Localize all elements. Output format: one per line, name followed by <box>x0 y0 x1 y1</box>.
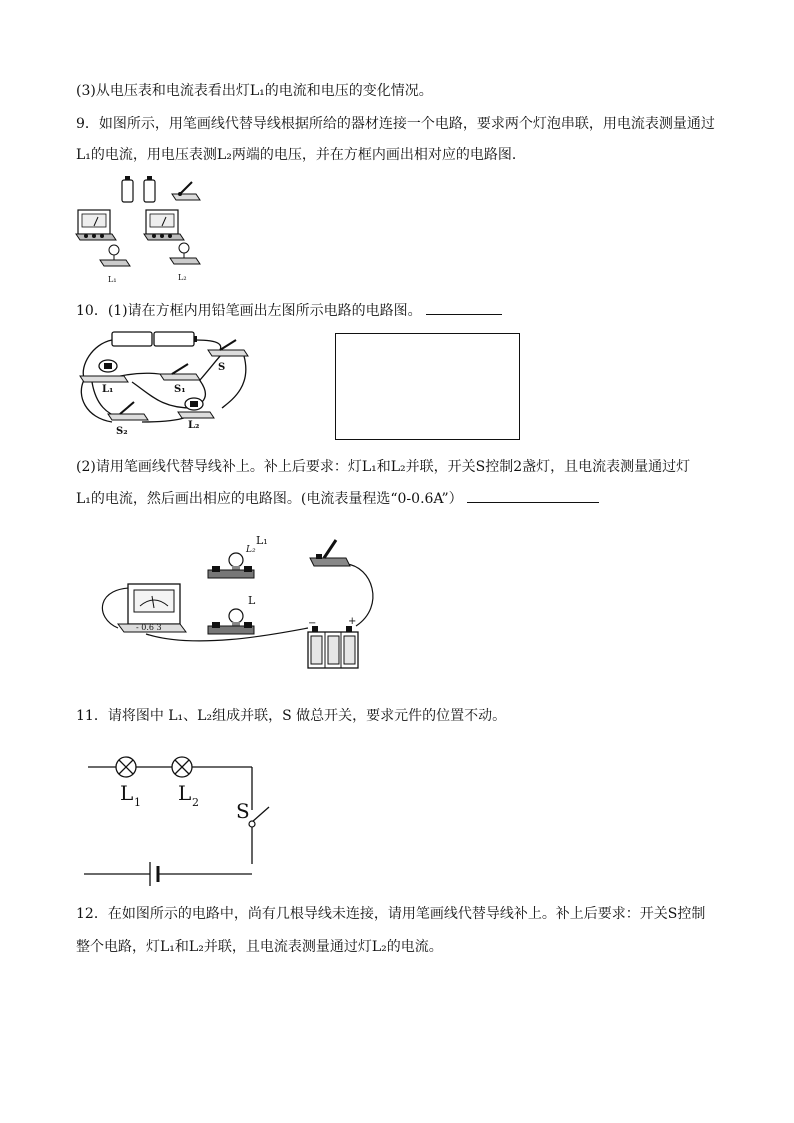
lamp-top-icon <box>208 553 254 578</box>
switch-symbol <box>249 821 255 827</box>
q10-part2-equipment-figure <box>96 526 396 674</box>
battery-box-icon <box>308 616 358 668</box>
ammeter-terminals-label: - 0.6 3 <box>136 623 162 632</box>
q10-label-l1: L₁ <box>102 384 114 395</box>
q10-top-lamp-label: L₁ <box>256 534 268 547</box>
q11-label-s: S <box>236 799 250 823</box>
q10-part1-text <box>76 302 502 320</box>
ammeter-icon <box>118 584 186 632</box>
q11-label-l2: L <box>178 781 192 805</box>
q10-bottom-lamp-label: L <box>248 594 256 607</box>
switch-s1-icon <box>160 364 200 380</box>
q10-part1-prompt: 10．(1)请在方框内用铅笔画出左图所示电路的电路图。 <box>76 303 422 319</box>
q11-label-l1: L <box>120 781 134 805</box>
battery-minus-label: − <box>308 618 317 629</box>
q11-label-l1-sub: 1 <box>134 796 141 809</box>
battery-symbol <box>150 862 158 886</box>
q9-lamp-l2-label: L₂ <box>178 273 187 282</box>
q10-label-l2: L₂ <box>188 420 200 431</box>
lamp-bottom-icon <box>208 609 254 634</box>
ammeter-icon <box>76 210 116 240</box>
q10-part2-text-line1: (2)请用笔画线代替导线补上。补上后要求：灯L₁和L₂并联，开关S控制2盏灯，且电流表测量通过灯 <box>76 459 691 475</box>
q8-part3-text: (3)从电压表和电流表看出灯L₁的电流和电压的变化情况。 <box>76 83 433 99</box>
answer-drawing-box[interactable] <box>335 333 520 440</box>
q10-part2-text-line2 <box>76 490 599 508</box>
answer-blank[interactable] <box>426 302 502 315</box>
switch-icon <box>310 540 350 566</box>
q10-top-lamp-small-label: L₂ <box>246 545 256 555</box>
q12-text-line1: 12．在如图所示的电路中，尚有几根导线未连接，请用笔画线代替导线补上。补上后要求：开关S控制 <box>76 906 706 922</box>
lamp-l1-icon <box>80 360 128 382</box>
q10-label-s2: S₂ <box>116 426 128 437</box>
battery-pack-icon <box>112 332 197 346</box>
q9-lamp-l1-label: L₁ <box>108 275 117 284</box>
lamp-l1-icon <box>100 245 130 266</box>
lamp-l1-symbol <box>116 757 136 777</box>
lamp-l2-symbol <box>172 757 192 777</box>
switch-icon <box>172 182 200 200</box>
q10-label-s: S <box>218 362 226 373</box>
q10-part2-prompt: L₁的电流，然后画出相应的电路图。(电流表量程选“0-0.6A”） <box>76 491 463 507</box>
battery-plus-label: + <box>348 616 357 627</box>
lamp-l2-icon <box>170 243 200 264</box>
q12-text-line2: 整个电路，灯L₁和L₂并联，且电流表测量通过灯L₂的电流。 <box>76 939 443 955</box>
answer-blank[interactable] <box>467 490 599 503</box>
q11-label-l2-sub: 2 <box>192 796 199 809</box>
q9-equipment-figure <box>72 172 212 288</box>
voltmeter-icon <box>144 210 184 240</box>
q9-text-line1: 9．如图所示，用笔画线代替导线根据所给的器材连接一个电路，要求两个灯泡串联，用电流表测量通过 <box>76 116 715 132</box>
q11-text: 11．请将图中 L₁、L₂组成并联，S 做总开关，要求元件的位置不动。 <box>76 708 507 724</box>
q9-text-line2: L₁的电流，用电压表测L₂两端的电压，并在方框内画出相对应的电路图． <box>76 147 526 163</box>
q11-circuit-diagram <box>84 752 274 888</box>
q10-circuit-figure <box>72 326 262 438</box>
switch-s2-icon <box>108 402 148 420</box>
battery-icon <box>122 176 155 202</box>
q10-label-s1: S₁ <box>174 384 186 395</box>
switch-s-icon <box>208 340 248 356</box>
